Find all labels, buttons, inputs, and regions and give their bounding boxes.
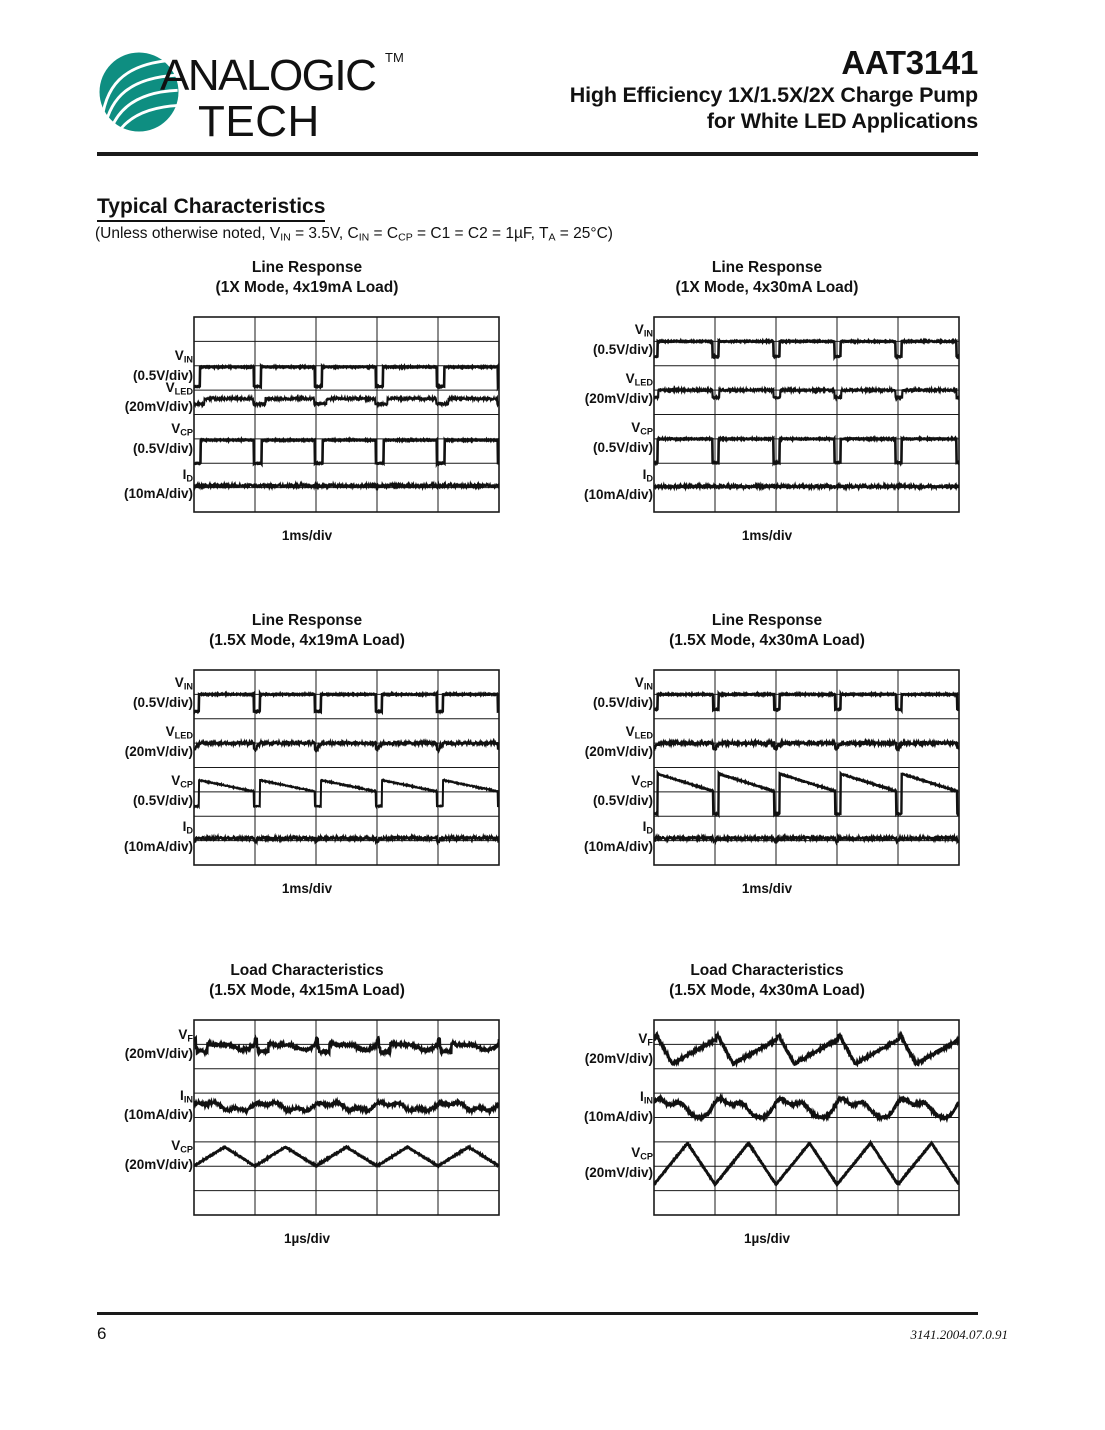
document-id: 3141.2004.07.0.91 <box>910 1327 1008 1342</box>
y-axis-label-vcp: $V_{CP}$ (0.5V/div) <box>132 421 193 456</box>
y-axis-label-vcp: $V_{CP}$ (0.5V/div) <box>132 772 193 808</box>
y-axis-labels <box>97 316 193 516</box>
brand-logo <box>97 46 417 150</box>
y-axis-labels <box>557 316 653 516</box>
x-axis-label: 1ms/div <box>281 881 333 896</box>
y-axis-label-iin: $I_{IN}$ (10mA/div) <box>123 1087 193 1123</box>
waveform-vin <box>654 341 959 357</box>
footer-divider <box>97 1312 978 1315</box>
y-axis-label-vcp: $V_{CP}$ (20mV/div) <box>584 1144 653 1180</box>
chart-title-sub: (1.5X Mode, 4x30mA Load) <box>669 982 865 999</box>
y-axis-label-vf: $V_F$ (20mV/div) <box>124 1026 193 1062</box>
chart-title-sub: (1.5X Mode, 4x19mA Load) <box>209 632 405 649</box>
y-axis-labels <box>97 1019 193 1219</box>
y-axis-label-id: $I_D$ (10mA/div) <box>583 467 653 503</box>
y-axis-label-vled: $V_{LED}$ (20mV/div) <box>584 724 653 759</box>
y-axis-label-vin: $V_{IN}$ (0.5V/div) <box>592 675 653 711</box>
chart-title <box>557 256 977 298</box>
subtitle-line-1: High Efficiency 1X/1.5X/2X Charge Pump <box>569 83 978 107</box>
waveform-vcp <box>654 1143 959 1185</box>
waveform-vled <box>654 742 959 749</box>
chart-title-sub: (1.5X Mode, 4x15mA Load) <box>209 982 405 999</box>
chart-title-main: Line Response <box>251 612 363 629</box>
oscilloscope-grid <box>193 1019 500 1216</box>
y-axis-label-iin: $I_{IN}$ (10mA/div) <box>583 1088 653 1124</box>
waveform-vin <box>194 694 499 712</box>
chart-load-characteristics-15x-30ma <box>557 959 977 1289</box>
y-axis-label-vin: $V_{IN}$ (0.5V/div) <box>592 322 653 358</box>
svg-text:ANALOGIC: ANALOGIC <box>160 51 376 100</box>
oscilloscope-grid <box>653 669 960 866</box>
waveform-vf <box>194 1037 499 1053</box>
waveform-vin <box>194 366 499 386</box>
waveform-id <box>194 484 499 486</box>
subtitle-line-2: for White LED Applications <box>706 109 978 133</box>
page-number: 6 <box>97 1324 107 1343</box>
waveform-iin <box>194 1101 499 1111</box>
oscilloscope-grid <box>193 316 500 513</box>
waveform-id <box>654 485 959 487</box>
waveform-vcp <box>194 440 499 464</box>
y-axis-labels <box>557 669 653 869</box>
waveform-vled <box>194 742 499 751</box>
chart-title <box>97 959 517 1001</box>
y-axis-label-vcp: $V_{CP}$ (20mV/div) <box>124 1137 193 1173</box>
page-title: Typical Characteristics <box>97 194 325 222</box>
page-header <box>97 44 978 152</box>
waveform-vcp <box>654 438 959 463</box>
x-axis-label: 1µs/div <box>283 1231 331 1246</box>
y-axis-label-vled: $V_{LED}$ (20mV/div) <box>124 379 193 415</box>
waveform-vf <box>654 1035 959 1065</box>
chart-title-main: Line Response <box>711 259 823 276</box>
waveform-vcp <box>194 780 499 807</box>
chart-load-characteristics-15x-15ma <box>97 959 517 1289</box>
x-axis-label: 1ms/div <box>741 881 793 896</box>
waveform-iin <box>654 1098 959 1119</box>
x-axis-label: 1ms/div <box>741 528 793 543</box>
test-conditions: (Unless otherwise noted, $V_{IN} = 3.5V$, $C_{IN} = C_{CP} = C1 = C2 = 1\mu F$, $T_A = 25^\circ C$) <box>95 225 613 244</box>
y-axis-label-vcp: $V_{CP}$ (0.5V/div) <box>592 419 653 455</box>
chart-line-response-15x-19ma <box>97 609 517 939</box>
chart-title-sub: (1X Mode, 4x19mA Load) <box>215 279 399 296</box>
chart-title-main: Line Response <box>711 612 823 629</box>
part-number: AAT3141 <box>841 44 978 81</box>
chart-line-response-15x-30ma <box>557 609 977 939</box>
y-axis-label-id: $I_D$ (10mA/div) <box>123 819 193 854</box>
y-axis-label-vled: $V_{LED}$ (20mV/div) <box>124 724 193 759</box>
chart-line-response-1x-30ma <box>557 256 977 586</box>
svg-text:TM: TM <box>385 50 404 65</box>
chart-line-response-1x-19ma <box>97 256 517 586</box>
waveform-vled <box>654 389 959 398</box>
chart-title-sub: (1.5X Mode, 4x30mA Load) <box>669 632 865 649</box>
chart-title <box>97 256 517 298</box>
x-axis-label: 1ms/div <box>281 528 333 543</box>
waveform-vled <box>194 398 499 406</box>
y-axis-labels <box>557 1019 653 1219</box>
svg-text:TECH: TECH <box>198 97 320 144</box>
chart-title <box>97 609 517 651</box>
oscilloscope-grid <box>653 1019 960 1216</box>
chart-title-sub: (1X Mode, 4x30mA Load) <box>675 279 859 296</box>
chart-title-main: Load Characteristics <box>230 962 384 979</box>
oscilloscope-grid <box>653 316 960 513</box>
waveform-vcp <box>654 773 959 814</box>
y-axis-label-id: $I_D$ (10mA/div) <box>123 466 193 502</box>
chart-title <box>557 959 977 1001</box>
y-axis-label-vf: $V_F$ (20mV/div) <box>584 1031 653 1067</box>
y-axis-labels <box>97 669 193 869</box>
x-axis-label: 1µs/div <box>743 1231 791 1246</box>
waveform-vin <box>654 694 959 710</box>
y-axis-label-vled: $V_{LED}$ (20mV/div) <box>584 371 653 406</box>
document-title-block <box>378 44 978 134</box>
y-axis-label-vcp: $V_{CP}$ (0.5V/div) <box>592 772 653 808</box>
oscilloscope-grid <box>193 669 500 866</box>
waveform-vcp <box>194 1147 499 1167</box>
y-axis-label-vin: $V_{IN}$ (0.5V/div) <box>132 347 193 383</box>
y-axis-label-id: $I_D$ (10mA/div) <box>583 819 653 854</box>
header-divider <box>97 152 978 156</box>
chart-title-main: Load Characteristics <box>690 962 844 979</box>
chart-title-main: Line Response <box>251 259 363 276</box>
chart-title <box>557 609 977 651</box>
y-axis-label-vin: $V_{IN}$ (0.5V/div) <box>132 675 193 711</box>
